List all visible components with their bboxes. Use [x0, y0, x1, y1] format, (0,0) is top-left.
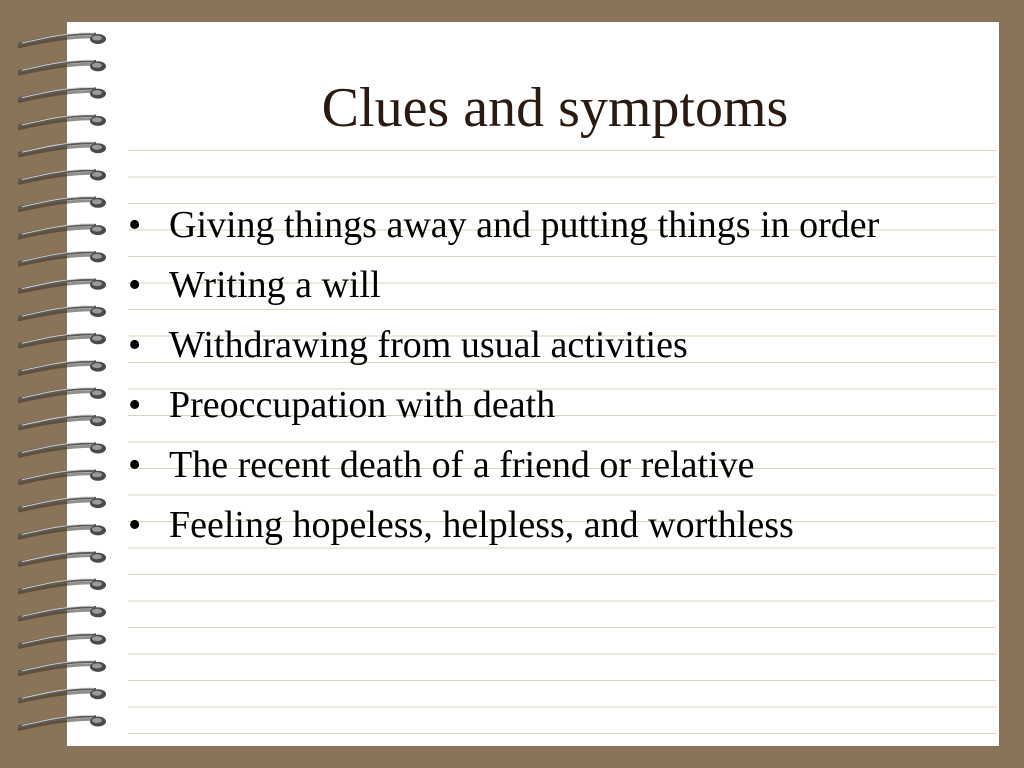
bullet-marker: • — [128, 384, 142, 426]
spiral-coil-icon — [18, 87, 106, 101]
spiral-coil-icon — [18, 115, 106, 129]
spiral-coil-icon — [18, 497, 106, 511]
bullet-text: Writing a will — [169, 264, 381, 306]
bullet-list — [128, 202, 988, 562]
bullet-item — [128, 382, 988, 428]
spiral-coil-icon — [18, 60, 106, 74]
spiral-coil-icon — [18, 279, 106, 293]
bullet-item — [128, 202, 988, 248]
bullet-text: Withdrawing from usual activities — [169, 324, 688, 366]
bullet-marker: • — [128, 504, 142, 546]
bullet-item — [128, 262, 988, 308]
bullet-text: Giving things away and putting things in order — [169, 204, 880, 246]
spiral-coil-icon — [18, 33, 106, 47]
spiral-coil-icon — [18, 579, 106, 593]
spiral-coil-icon — [18, 552, 106, 566]
bullet-marker: • — [128, 204, 142, 246]
spiral-coil-icon — [18, 415, 106, 429]
bullet-item — [128, 322, 988, 368]
spiral-coil-icon — [18, 524, 106, 538]
bullet-text: The recent death of a friend or relative — [169, 444, 755, 486]
spiral-binding-icon — [0, 22, 115, 746]
spiral-coil-icon — [18, 142, 106, 156]
spiral-coil-icon — [18, 224, 106, 238]
spiral-coil-icon — [18, 388, 106, 402]
spiral-coil-icon — [18, 470, 106, 484]
spiral-coil-icon — [18, 333, 106, 347]
spiral-coil-icon — [18, 715, 106, 729]
bullet-item — [128, 502, 988, 548]
spiral-coil-icon — [18, 360, 106, 374]
bullet-marker: • — [128, 444, 142, 486]
bullet-item — [128, 442, 988, 488]
bullet-text: Preoccupation with death — [169, 384, 556, 426]
bullet-text: Feeling hopeless, helpless, and worthless — [169, 504, 794, 546]
spiral-coil-icon — [18, 306, 106, 320]
spiral-coil-icon — [18, 633, 106, 647]
slide-title: Clues and symptoms — [321, 77, 789, 139]
spiral-coil-icon — [18, 688, 106, 702]
spiral-coil-icon — [18, 169, 106, 183]
spiral-coil-icon — [18, 661, 106, 675]
spiral-coil-icon — [18, 442, 106, 456]
bullet-marker: • — [128, 264, 142, 306]
spiral-coil-icon — [18, 606, 106, 620]
spiral-coil-icon — [18, 197, 106, 211]
spiral-coil-icon — [18, 251, 106, 265]
bullet-marker: • — [128, 324, 142, 366]
